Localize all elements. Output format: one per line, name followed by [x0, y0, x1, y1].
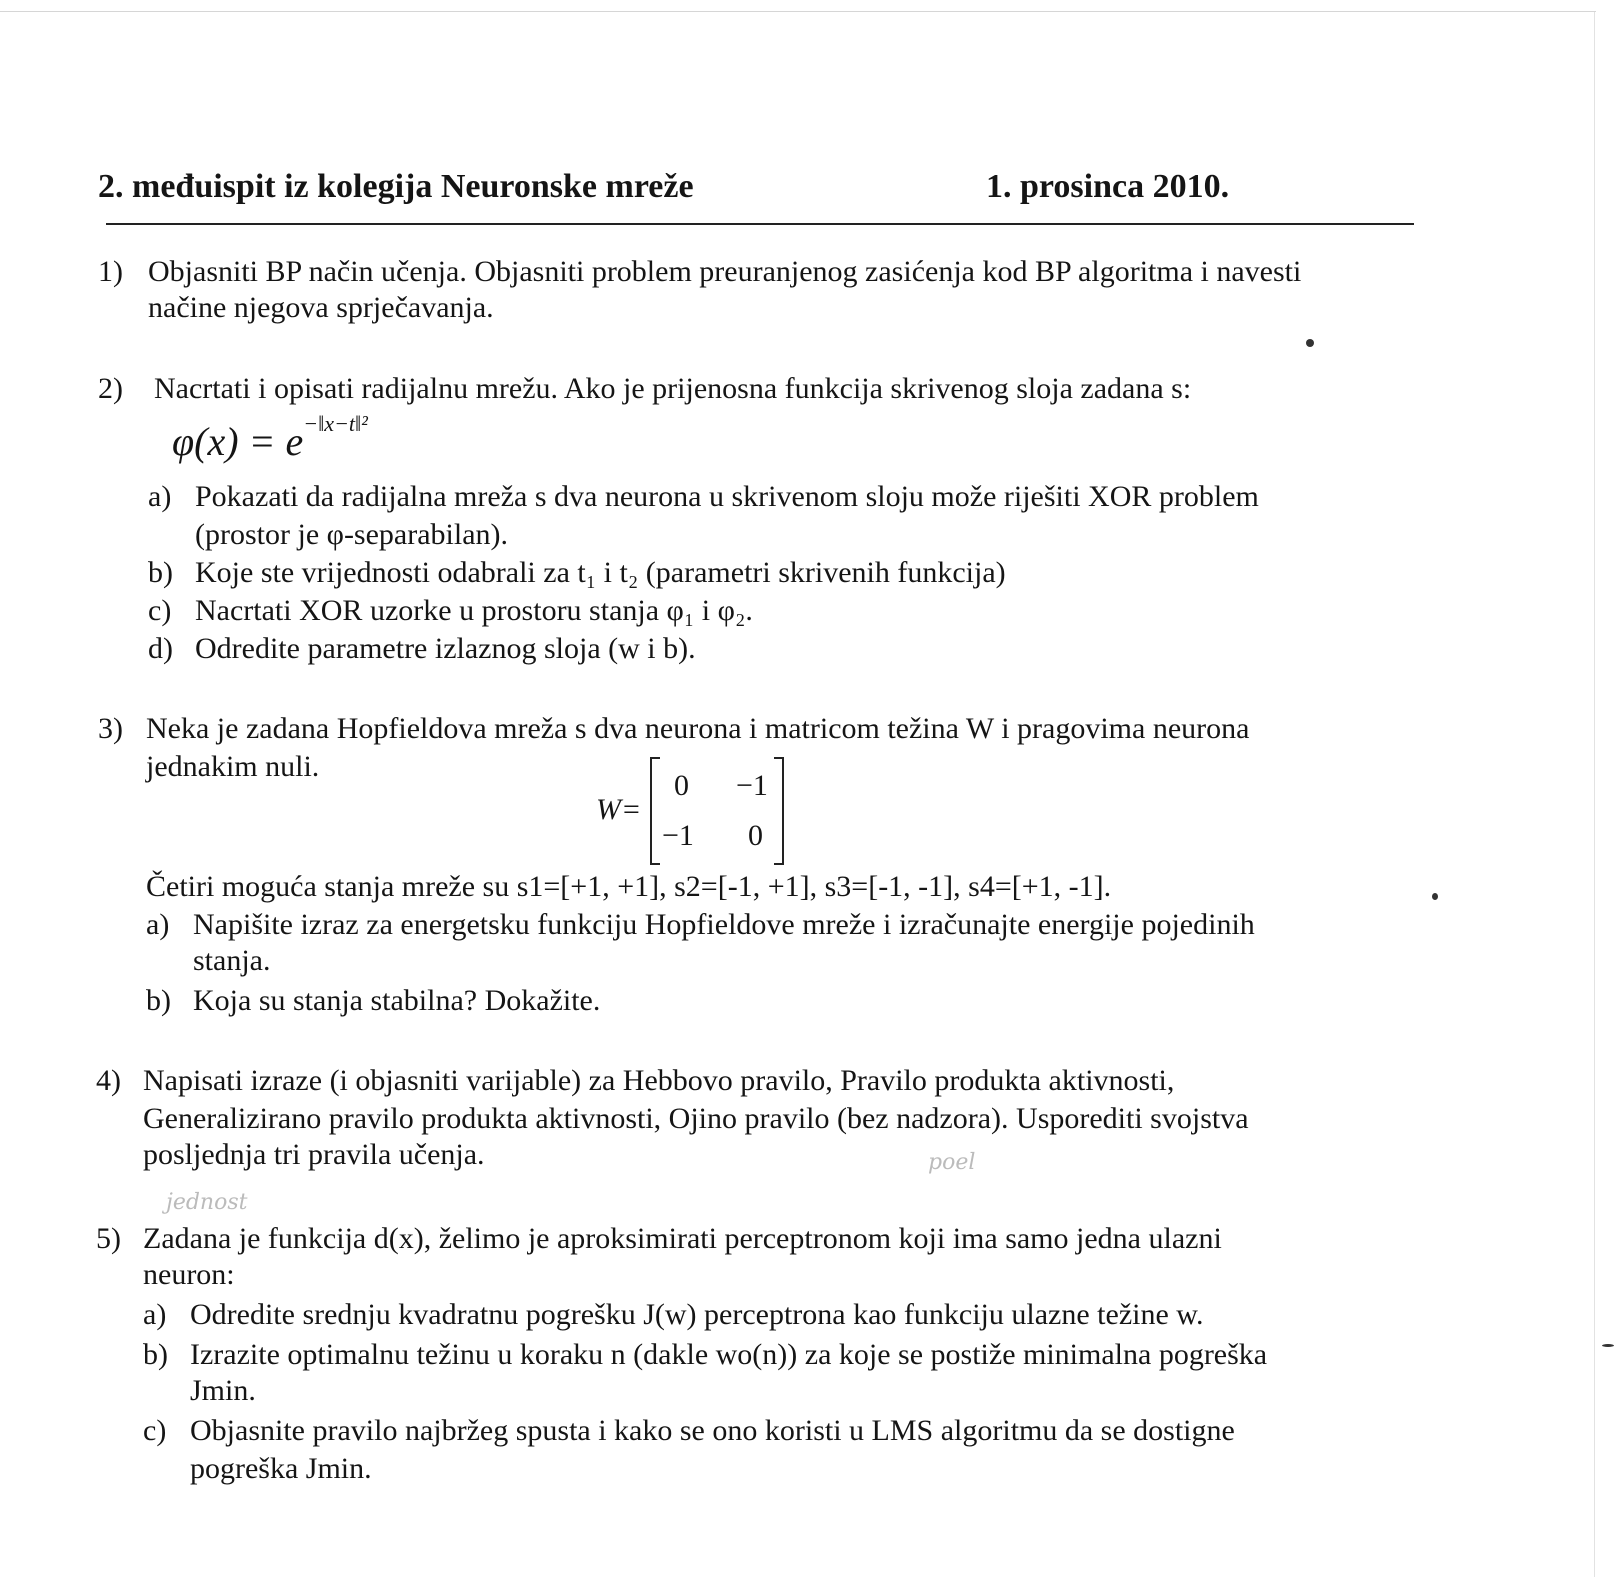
- q4-line-3: posljednja tri pravila učenja.: [143, 1138, 485, 1171]
- q2d-text: Odredite parametre izlaznog sloja (w i b).: [195, 632, 696, 665]
- matrix-cell-12: −1: [736, 769, 768, 802]
- q5b-label: b): [143, 1338, 168, 1371]
- q4-line-2: Generalizirano pravilo produkta aktivnosti, Ojino pravilo (bez nadzora). Usporediti svojstva: [143, 1102, 1249, 1135]
- q3a-label: a): [146, 908, 170, 941]
- q3-states: Četiri moguća stanja mreže su s1=[+1, +1], s2=[-1, +1], s3=[-1, -1], s4=[+1, -1].: [146, 870, 1112, 903]
- q3a-line-2: stanja.: [193, 944, 271, 977]
- q5-number: 5): [96, 1222, 121, 1255]
- q2-number: 2): [98, 372, 123, 405]
- scan-edge-right: [1594, 12, 1595, 1577]
- pencil-note-2: poel: [928, 1150, 976, 1175]
- q2-equation: [172, 410, 368, 465]
- q3-number: 3): [98, 712, 123, 745]
- q3-line-2: jednakim nuli.: [146, 750, 320, 783]
- header-rule: [106, 223, 1414, 225]
- q3b-label: b): [146, 984, 171, 1017]
- q2c-text: Nacrtati XOR uzorke u prostoru stanja φ₁ i φ₂.: [195, 594, 753, 627]
- q3-line-1: Neka je zadana Hopfieldova mreža s dva neurona i matricom težina W i pragovima neurona: [146, 712, 1250, 745]
- scan-speck: [1602, 1344, 1614, 1347]
- scan-speck: [1306, 339, 1314, 347]
- exam-title: 2. međuispit iz kolegija Neuronske mreže: [98, 168, 694, 205]
- q5c-line-2: pogreška Jmin.: [190, 1452, 372, 1485]
- q1-line-1: Objasniti BP način učenja. Objasniti problem preuranjenog zasićenja kod BP algoritma i navesti: [148, 255, 1302, 288]
- q5a-text: Odredite srednju kvadratnu pogrešku J(w) perceptrona kao funkciju ulazne težine w.: [190, 1298, 1204, 1331]
- matrix-cell-11: 0: [674, 769, 689, 802]
- q2a-line-2: (prostor je φ-separabilan).: [195, 518, 509, 551]
- pencil-note-1: jednost: [166, 1190, 248, 1215]
- q5b-line-1: Izrazite optimalnu težinu u koraku n (dakle wo(n)) za koje se postiže minimalna pogreška: [190, 1338, 1268, 1371]
- scan-edge-top: [0, 11, 1596, 12]
- matrix-bracket-right: [774, 757, 784, 865]
- matrix-label: W=: [596, 793, 642, 826]
- q3b-text: Koja su stanja stabilna? Dokažite.: [193, 984, 601, 1017]
- q5c-label: c): [143, 1414, 167, 1447]
- matrix-cell-22: 0: [748, 819, 763, 852]
- q2d-label: d): [148, 632, 173, 665]
- q4-line-1: Napisati izraze (i objasniti varijable) za Hebbovo pravilo, Pravilo produkta aktivnosti,: [143, 1064, 1175, 1097]
- exam-date: 1. prosinca 2010.: [986, 168, 1230, 205]
- q2-equation-exponent: −‖x−t‖²: [303, 410, 368, 436]
- q2b-label: b): [148, 556, 173, 589]
- q3a-line-1: Napišite izraz za energetsku funkciju Hopfieldove mreže i izračunajte energije pojedinih: [193, 908, 1255, 941]
- q5b-line-2: Jmin.: [190, 1374, 256, 1407]
- q2a-line-1: Pokazati da radijalna mreža s dva neurona u skrivenom sloju može riješiti XOR problem: [195, 480, 1259, 513]
- q5-line-1: Zadana je funkcija d(x), želimo je aproksimirati perceptronom koji ima samo jedna ulazni: [143, 1222, 1222, 1255]
- weight-matrix: [596, 755, 796, 867]
- q2-text: Nacrtati i opisati radijalnu mrežu. Ako je prijenosna funkcija skrivenog sloja zadana s:: [154, 372, 1192, 405]
- q5a-label: a): [143, 1298, 167, 1331]
- q2b-text: Koje ste vrijednosti odabrali za t₁ i t₂ (parametri skrivenih funkcija): [195, 556, 1006, 589]
- q2-equation-lhs: φ(x) = e: [172, 419, 304, 464]
- q1-number: 1): [98, 255, 123, 288]
- matrix-cell-21: −1: [662, 819, 694, 852]
- q5-line-2: neuron:: [143, 1258, 235, 1291]
- scan-speck: [1432, 893, 1438, 900]
- matrix-bracket-left: [650, 757, 660, 865]
- q5c-line-1: Objasnite pravilo najbržeg spusta i kako se ono koristi u LMS algoritmu da se dostigne: [190, 1414, 1235, 1447]
- q2a-label: a): [148, 480, 172, 513]
- q2c-label: c): [148, 594, 172, 627]
- q4-number: 4): [96, 1064, 121, 1097]
- q1-line-2: načine njegova sprječavanja.: [148, 291, 494, 324]
